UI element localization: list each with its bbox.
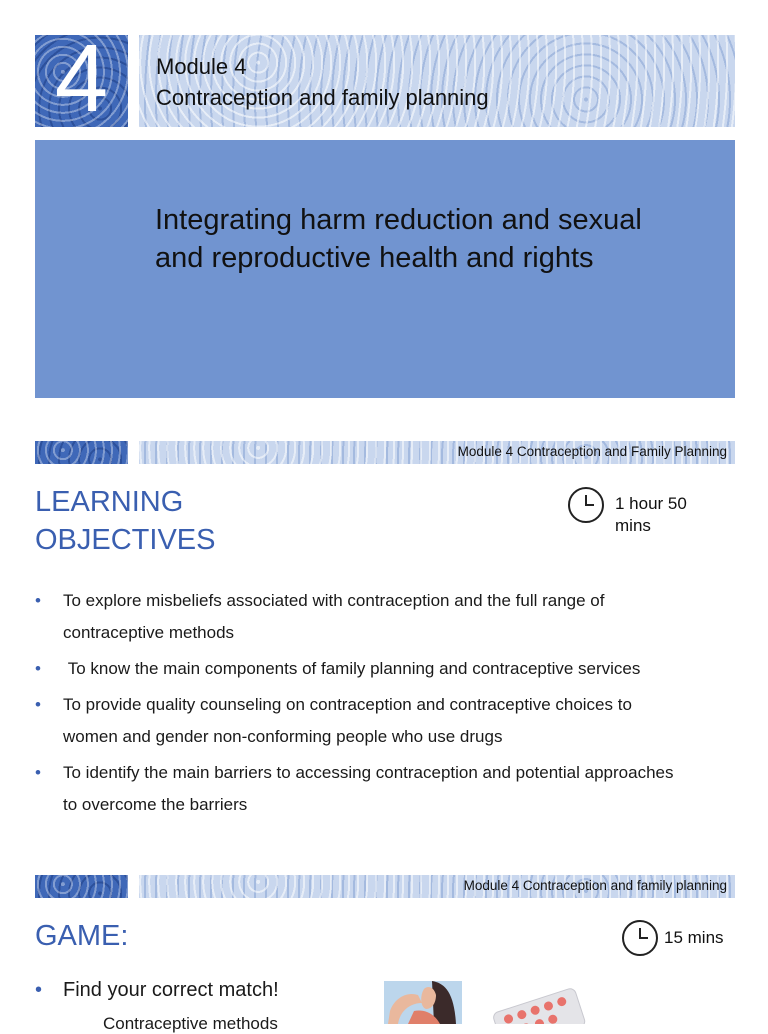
duration-label <box>615 493 687 537</box>
heading-line-1: LEARNING <box>35 486 184 518</box>
game-sub-item: Contraceptive methods <box>103 1014 278 1033</box>
bullet-icon: • <box>35 659 41 678</box>
game-duration-label: 15 mins <box>664 928 724 947</box>
objective-text: To identify the main barriers to accessing contraception and potential approaches to overcome the barriers <box>63 763 674 814</box>
game-item-text: Find your correct match! <box>63 979 279 1001</box>
duration-line-2: mins <box>615 516 651 535</box>
module-label: Module 4 <box>156 54 247 79</box>
section-strip-pattern <box>35 875 128 898</box>
bullet-icon: • <box>35 979 43 1001</box>
module-title: Contraception and family planning <box>156 85 489 110</box>
section-strip <box>139 875 735 898</box>
list-item <box>35 976 279 1004</box>
list-item <box>35 757 675 821</box>
game-heading: GAME: <box>35 920 129 952</box>
objective-text: To know the main components of family planning and contraceptive services <box>63 659 641 678</box>
hero-title: Integrating harm reduction and sexual and reproductive health and rights <box>155 204 642 274</box>
list-item <box>35 689 675 753</box>
objective-text: To provide quality counseling on contraception and contraceptive choices to women and gender non-conforming people who use drugs <box>63 695 632 746</box>
learning-objectives-heading <box>35 483 216 559</box>
section-strip-label: Module 4 Contraception and family planning <box>463 878 727 893</box>
clock-icon <box>568 487 604 523</box>
heading-line-2: OBJECTIVES <box>35 524 216 556</box>
bullet-icon: • <box>35 763 41 782</box>
section-strip-pattern <box>35 441 128 464</box>
pills-illustration <box>487 986 587 1024</box>
bullet-icon: • <box>35 591 41 610</box>
module-number: 4 <box>54 35 109 127</box>
bullet-icon: • <box>35 695 41 714</box>
section-strip <box>139 441 735 464</box>
module-header <box>139 35 735 127</box>
duration-line-1: 1 hour 50 <box>615 494 687 513</box>
objective-text: To explore misbeliefs associated with contraception and the full range of contraceptive methods <box>63 591 605 642</box>
objectives-list <box>35 585 675 825</box>
list-item <box>35 653 675 685</box>
hero-banner <box>35 140 735 398</box>
section-strip-label: Module 4 Contraception and Family Planning <box>457 444 727 459</box>
module-number-badge <box>35 35 128 127</box>
list-item <box>35 585 675 649</box>
person-illustration <box>384 981 462 1024</box>
module-header-text <box>156 51 489 113</box>
clock-icon <box>622 920 658 956</box>
